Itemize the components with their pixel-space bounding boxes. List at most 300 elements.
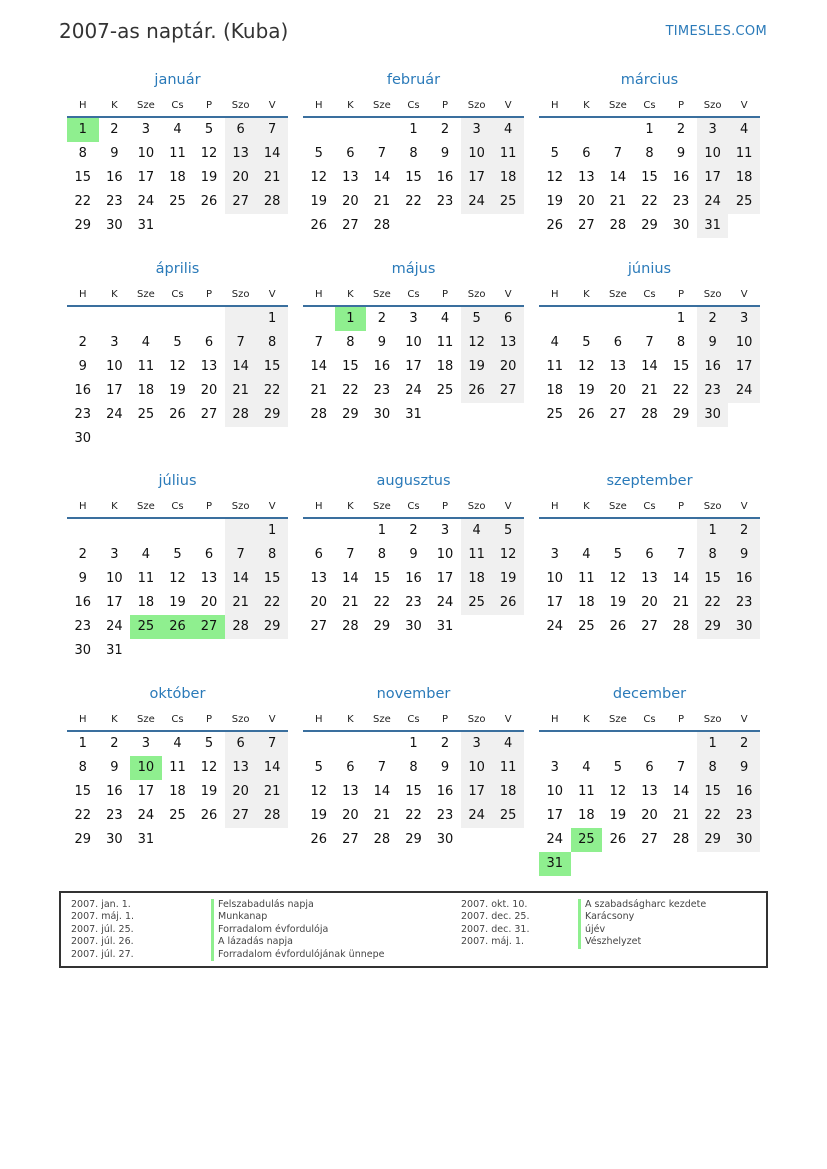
day-cell: 9 [409,547,418,562]
day-cell: 23 [74,407,92,422]
weekday-label: Szo [703,713,722,725]
day-cell: 17 [137,784,155,799]
day-cell: 2 [728,519,760,543]
empty-cell [225,307,257,331]
day-cell: 7 [676,547,686,562]
legend-date: 2007. júl. 27. [71,948,134,960]
weekday-label: P [442,500,449,512]
weekday-label: Sze [609,99,627,111]
day-cell: 9 [377,335,387,350]
day-cell: 3 [141,122,151,137]
day-cell: 28 [225,615,257,639]
day-grid [67,118,288,238]
day-cell: 28 [672,619,690,634]
day-cell: 13 [225,142,257,166]
day-cell: 15 [342,359,359,374]
day-cell: 10 [697,142,729,166]
day-cell: 19 [310,194,328,209]
weekday-label: Cs [171,713,184,725]
day-cell: 15 [405,784,422,799]
empty-cell [492,615,524,639]
empty-cell [398,214,430,238]
day-cell: 24 [106,407,123,422]
weekday-label: P [678,500,685,512]
day-cell: 15 [697,567,729,591]
day-cell: 28 [373,832,391,847]
day-cell: 11 [137,571,155,586]
day-cell: 6 [613,335,623,350]
day-cell: 17 [137,170,155,185]
day-cell: 16 [74,383,92,398]
day-cell: 6 [346,760,355,775]
empty-cell [634,307,666,331]
weekday-label: Cs [643,500,656,512]
day-cell: 10 [106,359,123,374]
month-7 [67,473,288,663]
legend-date: 2007. máj. 1. [71,911,135,923]
day-cell: 29 [405,832,422,847]
empty-cell [728,852,760,876]
day-cell: 25 [169,194,186,209]
empty-cell [162,427,194,451]
legend-holiday-name: A szabadságharc kezdete [578,899,706,911]
empty-cell [539,519,571,543]
legend-date: 2007. máj. 1. [461,936,525,948]
day-cell: 1 [78,736,87,751]
day-cell: 24 [461,804,493,828]
day-cell: 29 [697,828,729,852]
day-cell: 18 [578,595,595,610]
month-name: szeptember [606,473,693,489]
day-cell: 16 [697,355,729,379]
holiday-day: 27 [193,615,225,639]
day-cell: 7 [256,732,288,756]
empty-cell [634,519,666,543]
month-9 [539,473,760,639]
month-8 [303,473,524,639]
day-cell: 26 [609,832,627,847]
day-cell: 23 [74,619,92,634]
empty-cell [162,214,194,238]
day-cell: 12 [200,146,218,161]
day-cell: 10 [436,547,454,562]
legend-date: 2007. dec. 31. [461,923,530,935]
day-cell: 17 [436,571,454,586]
empty-cell [492,828,524,852]
day-cell: 9 [676,146,686,161]
day-cell: 6 [645,547,654,562]
day-cell: 3 [550,547,559,562]
day-cell: 24 [546,619,564,634]
weekday-label: H [79,288,87,300]
day-cell: 23 [106,194,123,209]
empty-cell [366,732,398,756]
weekday-header [67,283,288,307]
day-cell: 29 [672,407,690,422]
legend-left-names [211,899,384,961]
weekday-label: Sze [137,288,155,300]
day-cell: 30 [106,218,123,233]
weekday-label: H [551,713,559,725]
empty-cell [162,519,194,543]
day-grid [67,307,288,451]
day-cell: 5 [550,146,559,161]
day-cell: 11 [137,359,155,374]
day-cell: 22 [74,194,92,209]
day-cell: 15 [697,780,729,804]
empty-cell [67,307,99,331]
day-cell: 22 [697,591,729,615]
day-cell: 27 [225,804,257,828]
day-cell: 27 [492,379,524,403]
day-cell: 11 [169,146,186,161]
day-grid [539,307,760,427]
day-cell: 6 [204,335,214,350]
weekday-header [303,94,524,118]
day-cell: 20 [641,595,658,610]
legend-holiday-name: Karácsony [578,911,706,923]
day-cell: 15 [641,170,658,185]
day-cell: 28 [373,218,391,233]
day-cell: 20 [225,166,257,190]
day-cell: 11 [728,142,760,166]
holiday-legend [59,891,768,968]
day-cell: 16 [672,170,690,185]
weekday-label: P [206,288,213,300]
day-cell: 28 [641,407,658,422]
day-cell: 1 [645,122,654,137]
day-cell: 28 [672,832,690,847]
day-cell: 13 [578,170,595,185]
empty-cell [225,828,257,852]
legend-date: 2007. júl. 26. [71,936,134,948]
day-cell: 15 [74,170,92,185]
weekday-label: P [442,99,449,111]
day-cell: 1 [377,523,387,538]
day-cell: 13 [200,571,218,586]
day-cell: 14 [672,784,690,799]
empty-cell [130,519,162,543]
day-cell: 20 [609,383,627,398]
empty-cell [303,732,335,756]
weekday-label: K [347,713,354,725]
day-cell: 16 [728,780,760,804]
day-cell: 27 [342,832,359,847]
day-cell: 3 [110,547,119,562]
day-cell: 4 [550,335,559,350]
weekday-label: P [206,99,213,111]
weekday-label: Szo [467,288,486,300]
empty-cell [162,828,194,852]
month-name: március [620,72,679,88]
weekday-label: Cs [407,99,420,111]
day-cell: 21 [256,780,288,804]
weekday-label: Sze [137,99,155,111]
day-cell: 18 [436,359,454,374]
day-cell: 27 [342,218,359,233]
day-cell: 14 [641,359,658,374]
weekday-label: H [551,500,559,512]
day-cell: 1 [676,311,686,326]
day-cell: 11 [492,756,524,780]
day-cell: 12 [578,359,595,374]
day-cell: 12 [609,784,627,799]
month-name: november [376,686,451,702]
weekday-label: Sze [137,713,155,725]
empty-cell [571,732,603,756]
day-cell: 26 [578,407,595,422]
day-cell: 1 [697,732,729,756]
weekday-label: Szo [467,99,486,111]
day-cell: 15 [373,571,391,586]
day-cell: 9 [440,146,450,161]
day-cell: 8 [377,547,387,562]
weekday-label: V [504,99,512,111]
site-link[interactable]: TIMESLES.COM [665,24,767,39]
weekday-label: P [678,713,685,725]
weekday-label: H [551,99,559,111]
weekday-label: Cs [643,288,656,300]
day-cell: 2 [110,122,119,137]
day-cell: 5 [314,760,323,775]
day-cell: 25 [461,591,493,615]
day-cell: 9 [440,760,450,775]
weekday-label: V [740,99,748,111]
day-cell: 30 [697,403,729,427]
weekday-label: K [583,500,590,512]
day-cell: 10 [405,335,422,350]
day-cell: 20 [200,383,218,398]
weekday-header [539,94,760,118]
day-cell: 3 [141,736,151,751]
day-cell: 4 [728,118,760,142]
day-cell: 21 [256,166,288,190]
empty-cell [303,519,335,543]
empty-cell [665,732,697,756]
day-cell: 17 [546,808,564,823]
day-cell: 29 [373,619,391,634]
empty-cell [728,403,760,427]
day-cell: 10 [728,331,760,355]
weekday-label: Sze [373,99,391,111]
day-cell: 24 [137,808,155,823]
page-title: 2007-as naptár. (Kuba) [59,19,289,43]
weekday-label: H [551,288,559,300]
day-cell: 3 [461,118,493,142]
empty-cell [99,519,131,543]
month-12 [539,686,760,876]
weekday-header [67,94,288,118]
day-cell: 7 [225,543,257,567]
weekday-label: P [206,713,213,725]
day-cell: 6 [314,547,323,562]
day-cell: 10 [546,784,564,799]
day-cell: 6 [645,760,654,775]
day-cell: 23 [106,808,123,823]
day-cell: 13 [492,331,524,355]
day-cell: 8 [78,760,87,775]
weekday-label: Szo [703,288,722,300]
empty-cell [634,732,666,756]
day-cell: 13 [641,784,658,799]
weekday-label: Cs [643,99,656,111]
weekday-label: H [79,500,87,512]
day-cell: 16 [436,784,454,799]
day-cell: 12 [546,170,564,185]
day-cell: 11 [578,571,595,586]
empty-cell [571,307,603,331]
day-cell: 20 [342,808,359,823]
day-cell: 6 [492,307,524,331]
day-cell: 5 [173,335,182,350]
empty-cell [193,828,225,852]
day-cell: 27 [225,190,257,214]
empty-cell [256,828,288,852]
day-cell: 19 [169,383,186,398]
day-cell: 2 [728,732,760,756]
day-cell: 11 [492,142,524,166]
day-cell: 31 [436,619,454,634]
legend-holiday-name: Vészhelyzet [578,936,706,948]
day-cell: 9 [110,760,119,775]
day-cell: 26 [200,808,218,823]
day-cell: 5 [173,547,182,562]
day-cell: 15 [405,170,422,185]
empty-cell [571,852,603,876]
weekday-label: H [315,713,323,725]
day-cell: 4 [440,311,450,326]
day-cell: 27 [641,619,658,634]
day-cell: 6 [225,732,257,756]
weekday-label: V [504,713,512,725]
day-cell: 28 [256,190,288,214]
day-cell: 13 [342,784,359,799]
weekday-label: K [347,99,354,111]
day-cell: 17 [461,780,493,804]
holiday-day: 26 [162,615,194,639]
day-cell: 8 [256,543,288,567]
day-cell: 7 [645,335,654,350]
legend-holiday-name: Forradalom évfordulója [211,924,384,936]
day-cell: 17 [106,383,123,398]
day-cell: 30 [728,828,760,852]
weekday-label: Sze [609,713,627,725]
day-cell: 27 [200,407,218,422]
weekday-label: Sze [137,500,155,512]
day-grid [539,118,760,238]
day-cell: 13 [310,571,328,586]
empty-cell [366,118,398,142]
day-cell: 14 [342,571,359,586]
empty-cell [193,519,225,543]
empty-cell [303,118,335,142]
day-cell: 16 [405,571,422,586]
day-cell: 7 [676,760,686,775]
weekday-header [539,495,760,519]
day-cell: 15 [74,784,92,799]
day-cell: 3 [110,335,119,350]
day-cell: 26 [461,379,493,403]
day-cell: 19 [200,784,218,799]
day-cell: 11 [461,543,493,567]
day-cell: 6 [346,146,355,161]
month-name: július [158,473,197,489]
day-cell: 24 [697,190,729,214]
day-cell: 22 [672,383,690,398]
weekday-label: Cs [407,713,420,725]
day-cell: 4 [173,122,182,137]
day-cell: 1 [256,519,288,543]
weekday-label: Cs [171,99,184,111]
day-cell: 23 [728,591,760,615]
day-cell: 11 [436,335,454,350]
day-cell: 24 [405,383,422,398]
weekday-label: V [740,500,748,512]
weekday-header [303,708,524,732]
empty-cell [99,307,131,331]
empty-cell [602,118,634,142]
day-cell: 13 [200,359,218,374]
weekday-label: P [678,99,685,111]
day-cell: 31 [106,643,123,658]
day-cell: 19 [310,808,328,823]
empty-cell [130,639,162,663]
weekday-label: Szo [703,500,722,512]
day-cell: 6 [225,118,257,142]
day-grid [303,732,524,852]
empty-cell [461,214,493,238]
day-cell: 12 [492,543,524,567]
day-cell: 16 [106,784,123,799]
day-cell: 1 [409,736,418,751]
day-cell: 26 [609,619,627,634]
day-cell: 19 [609,808,627,823]
day-cell: 1 [256,307,288,331]
day-cell: 22 [74,808,92,823]
day-cell: 27 [578,218,595,233]
weekday-label: K [347,288,354,300]
day-cell: 8 [256,331,288,355]
day-cell: 20 [310,595,328,610]
day-cell: 8 [697,756,729,780]
empty-cell [162,307,194,331]
day-cell: 23 [373,383,391,398]
day-cell: 3 [440,523,450,538]
month-name: január [154,72,201,88]
day-cell: 10 [546,571,564,586]
day-cell: 2 [78,547,87,562]
weekday-label: K [583,288,590,300]
day-cell: 5 [613,547,623,562]
holiday-day: 31 [539,852,571,876]
day-cell: 10 [137,146,155,161]
day-cell: 26 [492,591,524,615]
day-cell: 5 [461,307,493,331]
empty-cell [634,852,666,876]
day-cell: 30 [373,407,391,422]
day-cell: 18 [461,567,493,591]
day-cell: 27 [609,407,627,422]
day-cell: 3 [461,732,493,756]
empty-cell [225,639,257,663]
empty-cell [193,639,225,663]
day-cell: 25 [578,619,595,634]
day-cell: 17 [106,595,123,610]
day-cell: 21 [373,808,391,823]
day-cell: 30 [405,619,422,634]
empty-cell [571,519,603,543]
day-cell: 25 [492,190,524,214]
